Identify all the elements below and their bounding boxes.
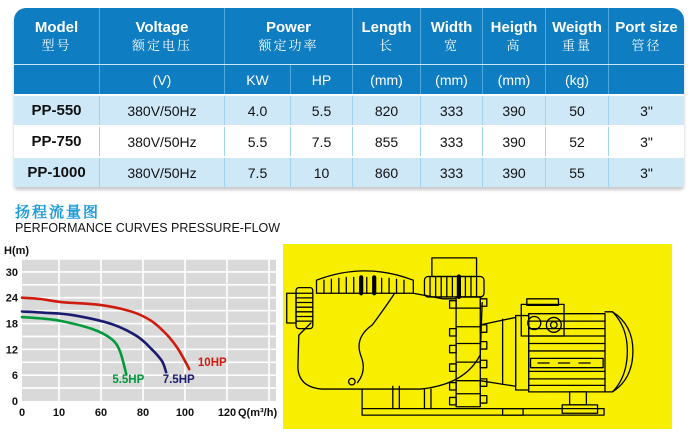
col-header-voltage xyxy=(100,8,225,64)
svg-text:Q(m³/h): Q(m³/h) xyxy=(238,407,278,419)
svg-text:100: 100 xyxy=(175,407,195,419)
table-row xyxy=(14,96,684,125)
col-header-power-zh: 额定功率 xyxy=(258,37,319,53)
spec-table xyxy=(14,8,684,187)
cell-hp: 10 xyxy=(291,158,353,187)
col-header-weight xyxy=(546,8,609,64)
svg-text:H(m): H(m) xyxy=(4,245,30,257)
col-header-length xyxy=(353,8,421,64)
col-header-power-en: Power xyxy=(265,18,311,36)
col-header-port xyxy=(609,8,684,64)
cell-weight: 52 xyxy=(546,127,609,156)
svg-text:5.5HP: 5.5HP xyxy=(112,373,145,386)
unit-width-mm: (mm) xyxy=(421,65,483,94)
table-row xyxy=(14,158,684,187)
cell-hp: 5.5 xyxy=(291,96,353,125)
col-header-voltage-zh: 额定电压 xyxy=(131,37,192,53)
section-title-zh: 扬程流量图 xyxy=(15,204,101,221)
unit-length-mm: (mm) xyxy=(353,65,421,94)
unit-voltage: (V) xyxy=(100,65,225,94)
svg-text:60: 60 xyxy=(94,407,108,419)
units-row xyxy=(14,64,684,94)
col-header-port-en: Port size xyxy=(615,18,678,36)
performance-curves-chart xyxy=(2,244,282,437)
table-row xyxy=(14,127,684,156)
col-header-width-en: Width xyxy=(430,18,473,36)
svg-text:12: 12 xyxy=(5,344,18,357)
col-header-port-zh: 管径 xyxy=(631,37,662,53)
cell-height: 390 xyxy=(483,96,546,125)
cell-height: 390 xyxy=(483,127,546,156)
col-header-weight-zh: 重量 xyxy=(561,37,592,53)
cell-voltage: 380V/50Hz xyxy=(100,96,225,125)
cell-width: 333 xyxy=(421,158,483,187)
svg-text:10HP: 10HP xyxy=(197,357,227,370)
unit-port-blank xyxy=(609,65,684,94)
svg-text:7.5HP: 7.5HP xyxy=(162,373,195,386)
col-header-height-zh: 高 xyxy=(506,37,522,53)
unit-hp: HP xyxy=(291,65,353,94)
cell-length: 855 xyxy=(353,127,421,156)
cell-kw: 7.5 xyxy=(225,158,291,187)
col-header-model xyxy=(14,8,100,64)
col-header-height xyxy=(483,8,546,64)
pump-diagram xyxy=(283,244,672,429)
col-header-length-en: Length xyxy=(361,18,412,36)
cell-width: 333 xyxy=(421,96,483,125)
spec-table-header xyxy=(14,8,684,94)
col-header-width xyxy=(421,8,483,64)
unit-height-mm: (mm) xyxy=(483,65,546,94)
section-title-en: PERFORMANCE CURVES PRESSURE-FLOW xyxy=(15,221,281,235)
cell-hp: 7.5 xyxy=(291,127,353,156)
unit-model-blank xyxy=(14,65,100,94)
cell-voltage: 380V/50Hz xyxy=(100,127,225,156)
cell-length: 820 xyxy=(353,96,421,125)
cell-weight: 55 xyxy=(546,158,609,187)
col-header-weight-en: Weigth xyxy=(552,18,602,36)
cell-model: PP-1000 xyxy=(14,158,100,187)
cell-width: 333 xyxy=(421,127,483,156)
cell-port: 3" xyxy=(640,102,653,119)
col-header-power xyxy=(225,8,353,64)
svg-text:0: 0 xyxy=(11,396,18,408)
cell-model: PP-550 xyxy=(14,96,100,125)
svg-text:18: 18 xyxy=(5,318,18,331)
cell-kw: 4.0 xyxy=(225,96,291,125)
col-header-height-en: Heigth xyxy=(490,18,538,36)
cell-port: 3" xyxy=(640,164,653,181)
svg-text:10: 10 xyxy=(52,407,66,419)
cell-height: 390 xyxy=(483,158,546,187)
cell-weight: 50 xyxy=(546,96,609,125)
cell-model: PP-750 xyxy=(14,127,100,156)
cell-kw: 5.5 xyxy=(225,127,291,156)
svg-text:120: 120 xyxy=(217,407,237,419)
cell-voltage: 380V/50Hz xyxy=(100,158,225,187)
svg-text:0: 0 xyxy=(18,407,26,419)
unit-weight-kg: (kg) xyxy=(546,65,609,94)
col-header-model-zh: 型号 xyxy=(41,37,72,53)
col-header-voltage-en: Voltage xyxy=(135,18,189,36)
svg-text:30: 30 xyxy=(5,266,18,279)
pump-illustration-panel xyxy=(283,244,672,429)
svg-text:6: 6 xyxy=(11,370,18,383)
cell-length: 860 xyxy=(353,158,421,187)
col-header-model-en: Model xyxy=(34,18,79,36)
unit-kw: KW xyxy=(225,65,291,94)
svg-text:80: 80 xyxy=(136,407,150,419)
cell-port: 3" xyxy=(640,133,653,150)
col-header-length-zh: 长 xyxy=(378,37,394,53)
col-header-width-zh: 宽 xyxy=(443,37,459,53)
svg-text:24: 24 xyxy=(5,292,18,305)
